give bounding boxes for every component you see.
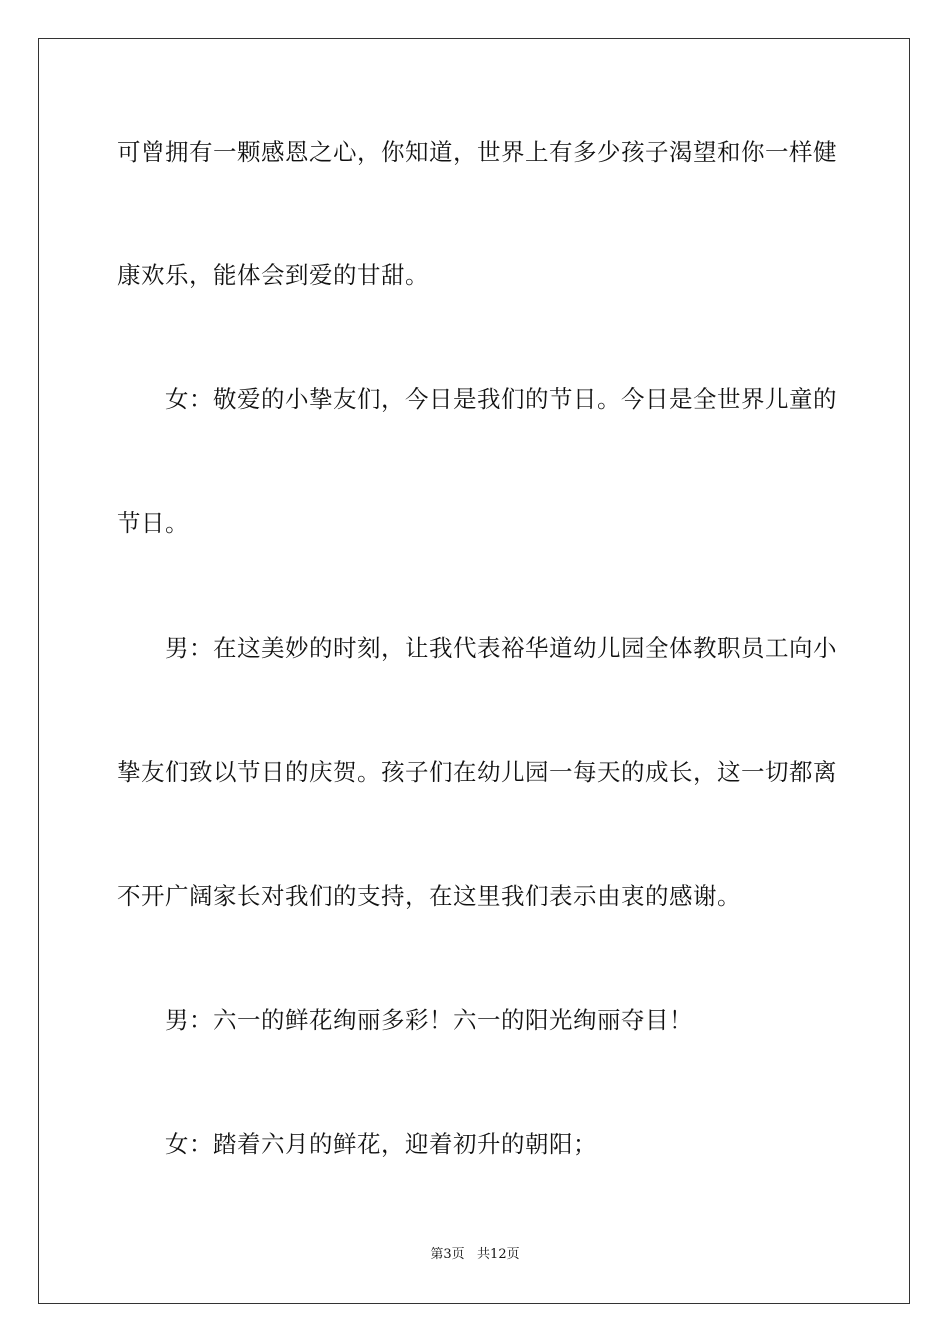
text-line-7: 不开广阔家长对我们的支持，在这里我们表示由衷的感谢。 bbox=[117, 882, 741, 910]
text-line-2: 康欢乐，能体会到爱的甘甜。 bbox=[117, 261, 429, 289]
text-line-6: 挚友们致以节日的庆贺。孩子们在幼儿园一每天的成长，这一切都离 bbox=[117, 758, 837, 786]
text-line-8: 男：六一的鲜花绚丽多彩！六一的阳光绚丽夺目！ bbox=[165, 1006, 693, 1034]
text-line-1: 可曾拥有一颗感恩之心，你知道，世界上有多少孩子渴望和你一样健 bbox=[117, 138, 837, 166]
text-line-5: 男：在这美妙的时刻，让我代表裕华道幼儿园全体教职员工向小 bbox=[165, 634, 837, 662]
text-line-3: 女：敬爱的小挚友们，今日是我们的节日。今日是全世界儿童的 bbox=[165, 385, 837, 413]
text-line-4: 节日。 bbox=[117, 509, 189, 537]
page-border bbox=[38, 38, 910, 1304]
text-line-9: 女：踏着六月的鲜花，迎着初升的朝阳； bbox=[165, 1130, 597, 1158]
page-number-footer: 第3页 共12页 bbox=[430, 1247, 520, 1262]
